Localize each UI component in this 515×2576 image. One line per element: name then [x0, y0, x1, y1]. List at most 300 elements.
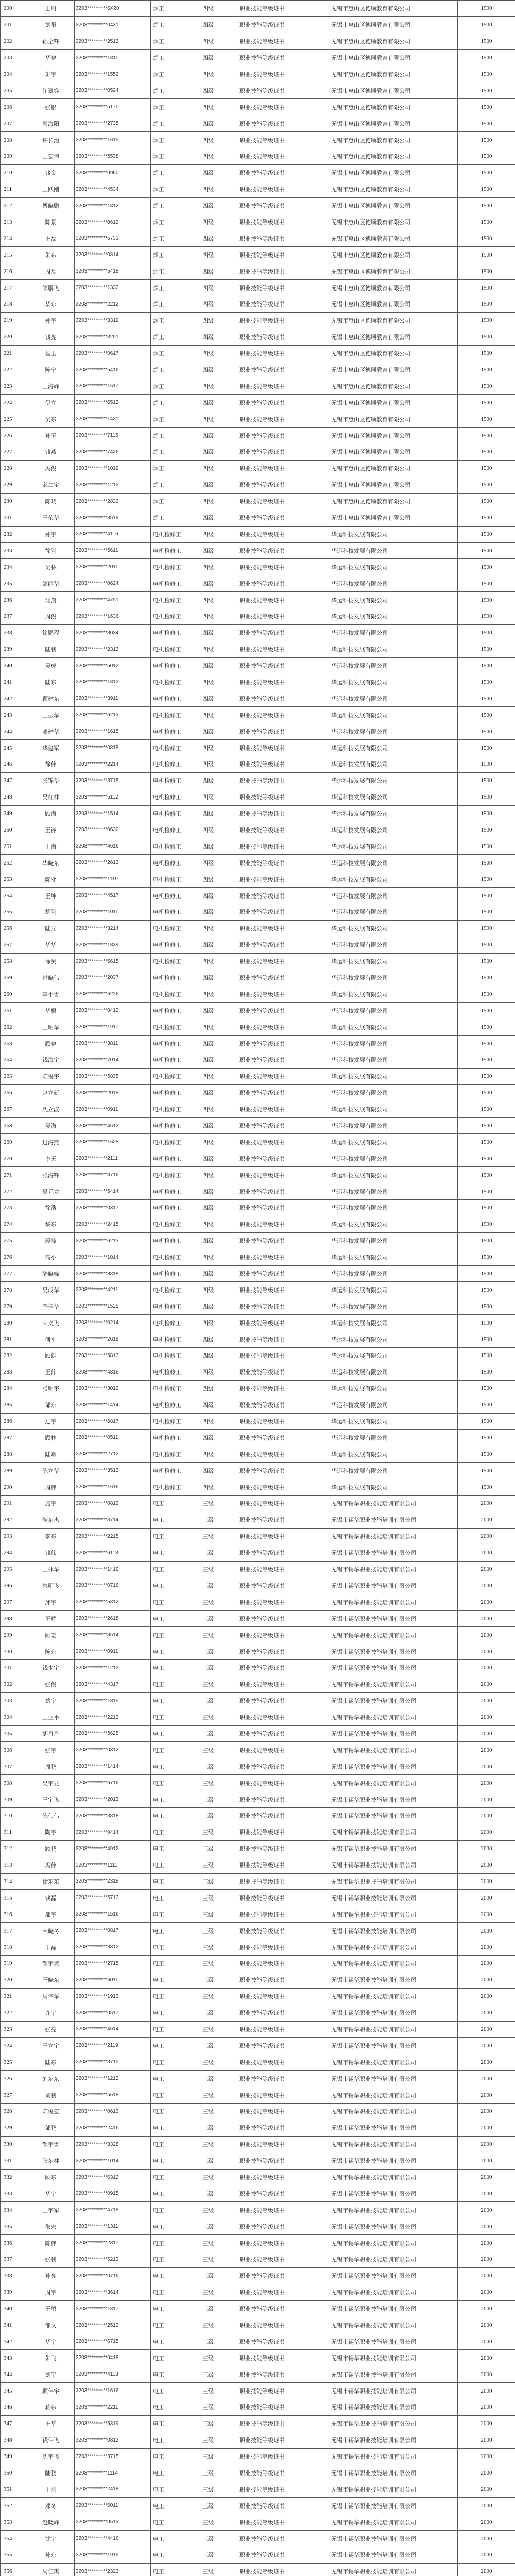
cell-seq: 329 [1, 2120, 27, 2136]
cell-id-number: 3203**********1514 [75, 805, 151, 822]
cell-training-org: 无锡市惠山区德顺教育有限公司 [328, 312, 458, 329]
cell-name: 陈俊宏 [27, 2104, 75, 2120]
cell-training-org: 无锡市锡华职业技能培训有限公司 [328, 1923, 458, 1939]
cell-subsidy-amount: 2000 [458, 1725, 515, 1742]
cell-subsidy-amount: 1500 [458, 1068, 515, 1084]
cell-subsidy-amount: 2000 [458, 2021, 515, 2038]
cell-training-org: 无锡市锡华职业技能培训有限公司 [328, 2498, 458, 2514]
cell-training-org: 无锡市锡华职业技能培训有限公司 [328, 2038, 458, 2054]
cell-level: 四级 [200, 937, 237, 953]
cell-seq: 238 [1, 624, 27, 641]
cell-name: 邹鹏飞 [27, 280, 75, 296]
cell-level: 四级 [200, 904, 237, 920]
table-row [1, 2235, 515, 2251]
cell-level: 三级 [200, 1643, 237, 1660]
cell-seq: 279 [1, 1298, 27, 1315]
cell-id-number: 3203**********1213 [75, 477, 151, 493]
cell-certificate-type: 职业技能等级证书 [237, 148, 328, 165]
cell-certificate-type: 职业技能等级证书 [237, 1988, 328, 2005]
cell-subsidy-amount: 2000 [458, 1923, 515, 1939]
table-row [1, 674, 515, 690]
table-row [1, 1692, 515, 1709]
cell-training-org: 华运科技发展有限公司 [328, 1364, 458, 1380]
cell-training-org: 无锡市锡华职业技能培训有限公司 [328, 1611, 458, 1627]
cell-level: 三级 [200, 2399, 237, 2416]
cell-certificate-type: 职业技能等级证书 [237, 49, 328, 66]
cell-level: 四级 [200, 740, 237, 756]
table-row [1, 181, 515, 197]
cell-seq: 288 [1, 1446, 27, 1463]
cell-subsidy-amount: 2000 [458, 2284, 515, 2300]
cell-training-org: 无锡市锡华职业技能培训有限公司 [328, 1742, 458, 1758]
cell-subsidy-amount: 1500 [458, 66, 515, 82]
cell-name: 顾建东 [27, 690, 75, 707]
cell-name: 许宇 [27, 2005, 75, 2021]
cell-level: 四级 [200, 33, 237, 49]
cell-training-org: 无锡市锡华职业技能培训有限公司 [328, 1725, 458, 1742]
cell-certificate-type: 职业技能等级证书 [237, 460, 328, 477]
table-row [1, 33, 515, 49]
cell-occupation: 电工 [151, 1775, 200, 1791]
cell-name: 吴东 [27, 411, 75, 428]
cell-training-org: 无锡市锡华职业技能培训有限公司 [328, 1545, 458, 1561]
cell-name: 顾林 [27, 1430, 75, 1446]
cell-certificate-type: 职业技能等级证书 [237, 2169, 328, 2185]
table-row [1, 1413, 515, 1430]
table-row [1, 1659, 515, 1676]
table-row [1, 2218, 515, 2235]
cell-training-org: 华运科技发展有限公司 [328, 1167, 458, 1183]
cell-subsidy-amount: 2000 [458, 1988, 515, 2005]
cell-level: 三级 [200, 1528, 237, 1545]
cell-subsidy-amount: 2000 [458, 2432, 515, 2448]
cell-id-number: 3203**********1014 [75, 1249, 151, 1265]
table-row [1, 345, 515, 362]
table-row [1, 2021, 515, 2038]
cell-id-number: 3203**********4211 [75, 1282, 151, 1298]
cell-occupation: 电机检修工 [151, 740, 200, 756]
cell-name: 宋义飞 [27, 1315, 75, 1331]
cell-id-number: 3203**********1812 [75, 197, 151, 214]
cell-seq: 225 [1, 411, 27, 428]
cell-certificate-type: 职业技能等级证书 [237, 2514, 328, 2531]
cell-training-org: 无锡市锡华职业技能培训有限公司 [328, 1627, 458, 1643]
table-row [1, 247, 515, 263]
cell-id-number: 3203**********5213 [75, 2251, 151, 2268]
cell-occupation: 焊工 [151, 1, 200, 17]
cell-seq: 346 [1, 2399, 27, 2416]
cell-name: 顾东 [27, 2169, 75, 2185]
cell-seq: 324 [1, 2038, 27, 2054]
cell-seq: 307 [1, 1758, 27, 1775]
cell-certificate-type: 职业技能等级证书 [237, 526, 328, 543]
table-row [1, 1496, 515, 1512]
table-row [1, 493, 515, 510]
cell-name: 李小雪 [27, 986, 75, 1003]
cell-training-org: 无锡市锡华职业技能培训有限公司 [328, 1955, 458, 1972]
cell-certificate-type: 职业技能等级证书 [237, 1972, 328, 1988]
cell-training-org: 无锡市锡华职业技能培训有限公司 [328, 1775, 458, 1791]
cell-seq: 208 [1, 132, 27, 148]
cell-seq: 270 [1, 1150, 27, 1167]
cell-id-number: 3203**********1813 [75, 674, 151, 690]
cell-seq: 251 [1, 838, 27, 855]
cell-name: 冯伟 [27, 1857, 75, 1873]
cell-certificate-type: 职业技能等级证书 [237, 904, 328, 920]
cell-certificate-type: 职业技能等级证书 [237, 411, 328, 428]
cell-name: 陶东杰 [27, 1512, 75, 1528]
cell-occupation: 电工 [151, 2235, 200, 2251]
cell-level: 四级 [200, 1430, 237, 1446]
cell-subsidy-amount: 1500 [458, 1397, 515, 1413]
cell-certificate-type: 职业技能等级证书 [237, 2383, 328, 2399]
cell-seq: 339 [1, 2284, 27, 2300]
cell-training-org: 无锡市锡华职业技能培训有限公司 [328, 2087, 458, 2104]
cell-name: 朱宏 [27, 2218, 75, 2235]
table-row [1, 2432, 515, 2448]
cell-certificate-type: 职业技能等级证书 [237, 657, 328, 674]
cell-subsidy-amount: 1500 [458, 1331, 515, 1348]
cell-certificate-type: 职业技能等级证书 [237, 920, 328, 937]
cell-training-org: 华运科技发展有限公司 [328, 838, 458, 855]
cell-seq: 313 [1, 1857, 27, 1873]
cell-certificate-type: 职业技能等级证书 [237, 214, 328, 230]
cell-certificate-type: 职业技能等级证书 [237, 1659, 328, 1676]
cell-id-number: 3203**********1811 [75, 49, 151, 66]
cell-certificate-type: 职业技能等级证书 [237, 1824, 328, 1840]
cell-training-org: 无锡市惠山区德顺教育有限公司 [328, 411, 458, 428]
cell-training-org: 无锡市锡华职业技能培训有限公司 [328, 2547, 458, 2564]
cell-training-org: 无锡市惠山区德顺教育有限公司 [328, 148, 458, 165]
cell-subsidy-amount: 1500 [458, 904, 515, 920]
cell-name: 吴宇龙 [27, 1775, 75, 1791]
cell-level: 四级 [200, 395, 237, 411]
cell-level: 三级 [200, 2514, 237, 2531]
cell-seq: 304 [1, 1709, 27, 1725]
cell-level: 三级 [200, 2563, 237, 2576]
cell-seq: 343 [1, 2350, 27, 2366]
cell-seq: 242 [1, 690, 27, 707]
cell-occupation: 电工 [151, 2432, 200, 2448]
cell-name: 华东 [27, 1216, 75, 1232]
cell-training-org: 无锡市锡华职业技能培训有限公司 [328, 2218, 458, 2235]
cell-occupation: 电机检修工 [151, 756, 200, 772]
cell-training-org: 无锡市锡华职业技能培训有限公司 [328, 2366, 458, 2383]
cell-seq: 290 [1, 1479, 27, 1496]
cell-training-org: 无锡市锡华职业技能培训有限公司 [328, 2071, 458, 2087]
cell-training-org: 华运科技发展有限公司 [328, 805, 458, 822]
cell-subsidy-amount: 2000 [458, 1496, 515, 1512]
cell-seq: 333 [1, 2185, 27, 2202]
cell-certificate-type: 职业技能等级证书 [237, 1611, 328, 1627]
cell-training-org: 无锡市锡华职业技能培训有限公司 [328, 1857, 458, 1873]
cell-subsidy-amount: 1500 [458, 1101, 515, 1117]
table-body [1, 1, 515, 2576]
cell-name: 邹鹏 [27, 2120, 75, 2136]
table-row [1, 1528, 515, 1545]
cell-certificate-type: 职业技能等级证书 [237, 1216, 328, 1232]
table-row [1, 2284, 515, 2300]
cell-level: 四级 [200, 1315, 237, 1331]
cell-name: 吴元龙 [27, 1183, 75, 1200]
cell-seq: 269 [1, 1134, 27, 1150]
cell-id-number: 3203**********0412 [75, 1003, 151, 1019]
cell-certificate-type: 职业技能等级证书 [237, 197, 328, 214]
cell-occupation: 电工 [151, 2383, 200, 2399]
cell-certificate-type: 职业技能等级证书 [237, 2481, 328, 2498]
cell-id-number: 3203**********1913 [75, 1988, 151, 2005]
cell-seq: 233 [1, 543, 27, 559]
table-row [1, 1183, 515, 1200]
cell-subsidy-amount: 1500 [458, 411, 515, 428]
cell-id-number: 3203**********3012 [75, 1380, 151, 1397]
cell-occupation: 电机检修工 [151, 707, 200, 723]
table-row [1, 2465, 515, 2481]
cell-id-number: 3203**********1616 [75, 1479, 151, 1496]
cell-subsidy-amount: 2000 [458, 1676, 515, 1692]
cell-id-number: 3203**********2018 [75, 1084, 151, 1101]
table-row [1, 2054, 515, 2071]
cell-id-number: 3203**********1419 [75, 1561, 151, 1578]
table-row [1, 526, 515, 543]
cell-occupation: 焊工 [151, 362, 200, 378]
table-row [1, 362, 515, 378]
cell-seq: 295 [1, 1561, 27, 1578]
cell-id-number: 3203**********3251 [75, 329, 151, 345]
cell-name: 孙玉 [27, 428, 75, 444]
cell-certificate-type: 职业技能等级证书 [237, 1709, 328, 1725]
cell-seq: 318 [1, 1939, 27, 1956]
cell-id-number: 3203**********1815 [75, 1692, 151, 1709]
cell-id-number: 3203**********3514 [75, 1627, 151, 1643]
cell-id-number: 3203**********2313 [75, 641, 151, 657]
cell-occupation: 电机检修工 [151, 1331, 200, 1348]
cell-subsidy-amount: 1500 [458, 1430, 515, 1446]
cell-level: 四级 [200, 1331, 237, 1348]
cell-level: 四级 [200, 1249, 237, 1265]
cell-id-number: 3203**********5538 [75, 148, 151, 165]
cell-name: 钱少宇 [27, 1659, 75, 1676]
cell-name: 邹东 [27, 1397, 75, 1413]
cell-occupation: 电工 [151, 1528, 200, 1545]
cell-seq: 306 [1, 1742, 27, 1758]
cell-occupation: 电机检修工 [151, 937, 200, 953]
cell-id-number: 3203**********3716 [75, 1167, 151, 1183]
cell-subsidy-amount: 2000 [458, 2415, 515, 2432]
cell-name: 顾鹏 [27, 1840, 75, 1857]
table-row [1, 1479, 515, 1496]
cell-id-number: 3203**********1817 [75, 2300, 151, 2317]
cell-seq: 204 [1, 66, 27, 82]
table-row [1, 871, 515, 888]
cell-certificate-type: 职业技能等级证书 [237, 1512, 328, 1528]
cell-subsidy-amount: 2000 [458, 2350, 515, 2366]
cell-seq: 336 [1, 2235, 27, 2251]
cell-training-org: 无锡市锡华职业技能培训有限公司 [328, 1659, 458, 1676]
cell-subsidy-amount: 2000 [458, 1840, 515, 1857]
cell-id-number: 3203**********2011 [75, 559, 151, 575]
cell-occupation: 电机检修工 [151, 1068, 200, 1084]
cell-subsidy-amount: 1500 [458, 543, 515, 559]
cell-level: 四级 [200, 838, 237, 855]
cell-training-org: 无锡市锡华职业技能培训有限公司 [328, 2317, 458, 2333]
cell-occupation: 电工 [151, 2071, 200, 2087]
cell-name: 王坤 [27, 888, 75, 904]
cell-id-number: 3203**********5414 [75, 1183, 151, 1200]
cell-level: 四级 [200, 345, 237, 362]
cell-certificate-type: 职业技能等级证书 [237, 690, 328, 707]
cell-seq: 213 [1, 214, 27, 230]
cell-occupation: 焊工 [151, 132, 200, 148]
cell-level: 四级 [200, 690, 237, 707]
table-row [1, 2267, 515, 2284]
cell-id-number: 3203**********2318 [75, 1873, 151, 1890]
table-row [1, 2251, 515, 2268]
cell-seq: 261 [1, 1003, 27, 1019]
cell-certificate-type: 职业技能等级证书 [237, 2202, 328, 2218]
cell-name: 陆鹏 [27, 2465, 75, 2481]
cell-level: 四级 [200, 181, 237, 197]
cell-training-org: 无锡市惠山区德顺教育有限公司 [328, 16, 458, 33]
cell-occupation: 电工 [151, 2021, 200, 2038]
cell-training-org: 无锡市锡华职业技能培训有限公司 [328, 2021, 458, 2038]
cell-seq: 298 [1, 1611, 27, 1627]
cell-occupation: 电工 [151, 2350, 200, 2366]
cell-subsidy-amount: 1500 [458, 1200, 515, 1216]
cell-level: 三级 [200, 2531, 237, 2547]
cell-seq: 247 [1, 772, 27, 789]
cell-certificate-type: 职业技能等级证书 [237, 1857, 328, 1873]
cell-occupation: 焊工 [151, 329, 200, 345]
cell-certificate-type: 职业技能等级证书 [237, 33, 328, 49]
cell-id-number: 3203**********0911 [75, 1101, 151, 1117]
cell-id-number: 3203**********1111 [75, 1857, 151, 1873]
cell-occupation: 电工 [151, 2267, 200, 2284]
cell-name: 张海锋 [27, 1167, 75, 1183]
cell-id-number: 3203**********0524 [75, 82, 151, 99]
cell-occupation: 电机检修工 [151, 1167, 200, 1183]
cell-id-number: 3203**********0812 [75, 2432, 151, 2448]
cell-subsidy-amount: 2000 [458, 1873, 515, 1890]
cell-name: 孙宇 [27, 526, 75, 543]
cell-seq: 286 [1, 1413, 27, 1430]
cell-name: 王宇飞 [27, 1791, 75, 1808]
cell-subsidy-amount: 2000 [458, 2185, 515, 2202]
cell-occupation: 电机检修工 [151, 871, 200, 888]
cell-id-number: 3203**********2213 [75, 1709, 151, 1725]
table-row [1, 115, 515, 132]
cell-seq: 293 [1, 1528, 27, 1545]
cell-subsidy-amount: 2000 [458, 2481, 515, 2498]
cell-occupation: 电工 [151, 1611, 200, 1627]
cell-training-org: 无锡市锡华职业技能培训有限公司 [328, 1758, 458, 1775]
cell-seq: 240 [1, 657, 27, 674]
cell-level: 三级 [200, 2300, 237, 2317]
cell-subsidy-amount: 1500 [458, 888, 515, 904]
cell-occupation: 电机检修工 [151, 1364, 200, 1380]
table-row [1, 66, 515, 82]
cell-name: 陈宁 [27, 362, 75, 378]
cell-name: 何平 [27, 1331, 75, 1348]
table-row [1, 2038, 515, 2054]
cell-name: 邱宇 [27, 1594, 75, 1611]
cell-training-org: 华运科技发展有限公司 [328, 1413, 458, 1430]
cell-training-org: 华运科技发展有限公司 [328, 822, 458, 838]
cell-seq: 283 [1, 1364, 27, 1380]
cell-certificate-type: 职业技能等级证书 [237, 164, 328, 181]
cell-seq: 330 [1, 2136, 27, 2153]
cell-certificate-type: 职业技能等级证书 [237, 855, 328, 871]
cell-certificate-type: 职业技能等级证书 [237, 2333, 328, 2350]
cell-name: 徐东东 [27, 1873, 75, 1890]
cell-name: 陆鹏 [27, 641, 75, 657]
cell-level: 四级 [200, 970, 237, 986]
cell-subsidy-amount: 1500 [458, 707, 515, 723]
cell-certificate-type: 职业技能等级证书 [237, 345, 328, 362]
cell-level: 三级 [200, 2153, 237, 2169]
cell-subsidy-amount: 2000 [458, 1627, 515, 1643]
cell-level: 四级 [200, 855, 237, 871]
cell-seq: 201 [1, 16, 27, 33]
cell-subsidy-amount: 2000 [458, 1857, 515, 1873]
cell-id-number: 3203**********4534 [75, 181, 151, 197]
cell-training-org: 无锡市锡华职业技能培训有限公司 [328, 1594, 458, 1611]
cell-seq: 241 [1, 674, 27, 690]
cell-training-org: 华运科技发展有限公司 [328, 1446, 458, 1463]
cell-id-number: 3203**********6513 [75, 395, 151, 411]
table-row [1, 148, 515, 165]
cell-occupation: 焊工 [151, 460, 200, 477]
cell-subsidy-amount: 2000 [458, 1758, 515, 1775]
cell-level: 四级 [200, 772, 237, 789]
cell-certificate-type: 职业技能等级证书 [237, 115, 328, 132]
cell-level: 三级 [200, 1611, 237, 1627]
cell-level: 三级 [200, 2251, 237, 2268]
table-row [1, 740, 515, 756]
cell-seq: 341 [1, 2317, 27, 2333]
table-row [1, 230, 515, 247]
cell-name: 陈立华 [27, 1463, 75, 1479]
cell-name: 王亚平 [27, 1709, 75, 1725]
cell-id-number: 3203**********5416 [75, 362, 151, 378]
cell-training-org: 华运科技发展有限公司 [328, 543, 458, 559]
cell-name: 胡丹丹 [27, 1725, 75, 1742]
cell-level: 四级 [200, 460, 237, 477]
table-row [1, 1315, 515, 1331]
cell-seq: 281 [1, 1331, 27, 1348]
cell-occupation: 电工 [151, 2202, 200, 2218]
table-row [1, 1397, 515, 1413]
cell-occupation: 电工 [151, 2465, 200, 2481]
cell-certificate-type: 职业技能等级证书 [237, 1692, 328, 1709]
cell-occupation: 焊工 [151, 444, 200, 461]
cell-id-number: 3203**********4317 [75, 1676, 151, 1692]
cell-subsidy-amount: 1500 [458, 740, 515, 756]
cell-level: 四级 [200, 362, 237, 378]
cell-subsidy-amount: 1500 [458, 181, 515, 197]
cell-certificate-type: 职业技能等级证书 [237, 986, 328, 1003]
cell-training-org: 无锡市惠山区德顺教育有限公司 [328, 1, 458, 17]
cell-subsidy-amount: 1500 [458, 1479, 515, 1496]
table-row [1, 1019, 515, 1036]
cell-level: 四级 [200, 822, 237, 838]
cell-id-number: 3203**********2119 [75, 2038, 151, 2054]
cell-level: 三级 [200, 2120, 237, 2136]
cell-occupation: 焊工 [151, 197, 200, 214]
table-row [1, 1101, 515, 1117]
cell-id-number: 3203**********1919 [75, 2547, 151, 2564]
cell-id-number: 3203**********2415 [75, 1216, 151, 1232]
